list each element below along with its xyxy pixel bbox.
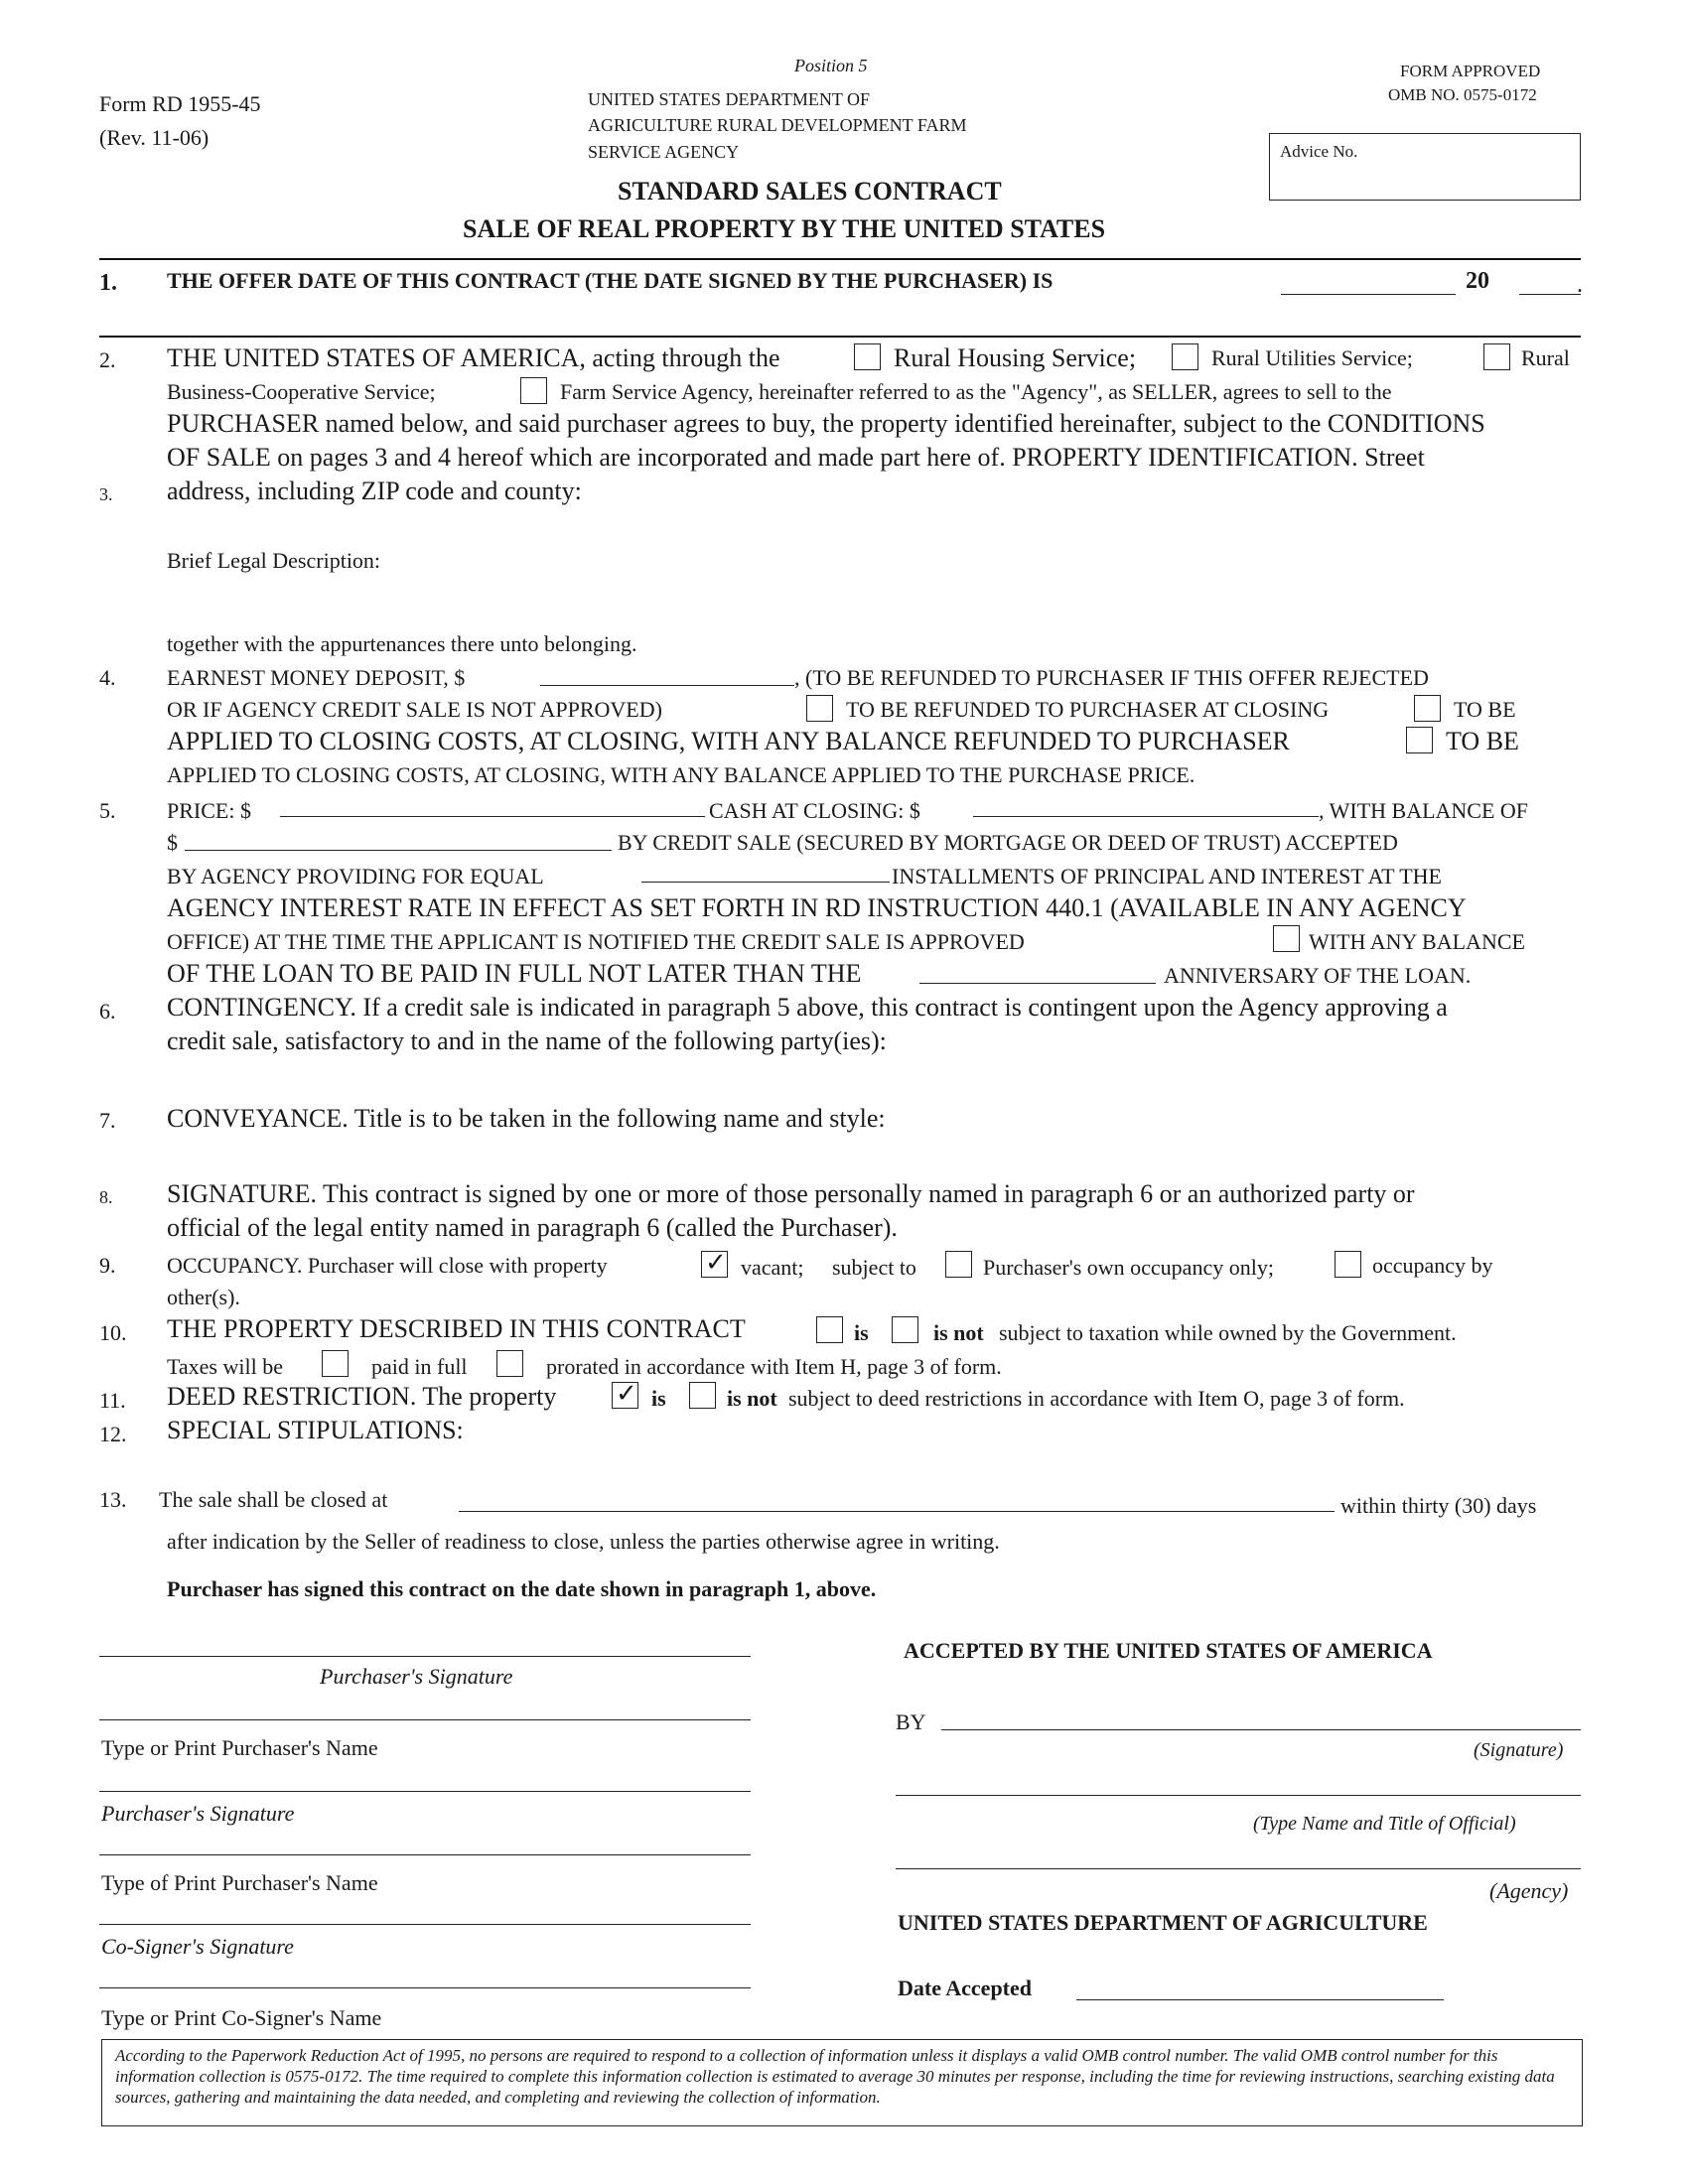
item-8-line-1: SIGNATURE. This contract is signed by one or more of those personally named in paragraph 6 or an authorized party or	[167, 1179, 1415, 1208]
paid-in-full-checkbox[interactable]	[322, 1350, 349, 1377]
refund-at-closing-checkbox[interactable]	[806, 695, 833, 722]
form-title: STANDARD SALES CONTRACT	[618, 177, 1002, 205]
own-occupancy-label: Purchaser's own occupancy only;	[983, 1255, 1274, 1280]
taxation-tail: subject to taxation while owned by the Government.	[999, 1320, 1457, 1345]
item-7-text: CONVEYANCE. Title is to be taken in the following name and style:	[167, 1104, 886, 1133]
apply-refund-balance-checkbox[interactable]	[1414, 695, 1441, 722]
earnest-money-label: EARNEST MONEY DEPOSIT, $	[167, 665, 466, 690]
credit-amount-field[interactable]	[185, 850, 612, 851]
loan-paid-text: OF THE LOAN TO BE PAID IN FULL NOT LATER THAN THE	[167, 959, 862, 988]
item-2-line-2: Business-Cooperative Service;	[167, 379, 436, 404]
earnest-money-field[interactable]	[540, 685, 794, 686]
balance-label: , WITH BALANCE OF	[1319, 798, 1529, 823]
official-name-field[interactable]	[896, 1795, 1581, 1796]
item-4-line-3: APPLIED TO CLOSING COSTS, AT CLOSING, WITH ANY BALANCE REFUNDED TO PURCHASER	[167, 727, 1290, 755]
within-thirty-days: within thirty (30) days	[1340, 1493, 1537, 1518]
with-balance-checkbox[interactable]	[1273, 925, 1300, 952]
cosigner-signature-field[interactable]	[99, 1924, 751, 1925]
purchaser-signed-note: Purchaser has signed this contract on the date shown in paragraph 1, above.	[167, 1576, 877, 1601]
year-prefix: 20	[1466, 268, 1489, 294]
item-1-number: 1.	[99, 270, 117, 296]
item-6-number: 6.	[99, 999, 116, 1024]
item-9-number: 9.	[99, 1253, 116, 1278]
date-accepted-field[interactable]	[1076, 1999, 1444, 2000]
item-2-line-1: THE UNITED STATES OF AMERICA, acting through the	[167, 343, 780, 372]
agency-line-3: SERVICE AGENCY	[588, 142, 740, 162]
taxation-is-checkbox[interactable]	[816, 1316, 843, 1343]
others-occupancy-checkbox[interactable]	[1335, 1251, 1361, 1278]
item-3-number: 3.	[99, 484, 113, 504]
omb-number: OMB NO. 0575-0172	[1388, 85, 1537, 104]
item-4-line-2: OR IF AGENCY CREDIT SALE IS NOT APPROVED)	[167, 697, 662, 722]
equal-label: BY AGENCY PROVIDING FOR EQUAL	[167, 864, 544, 888]
special-stipulations-label: SPECIAL STIPULATIONS:	[167, 1416, 464, 1444]
office-text: OFFICE) AT THE TIME THE APPLICANT IS NOTIFIED THE CREDIT SALE IS APPROVED	[167, 929, 1025, 954]
apply-purchase-price-checkbox[interactable]	[1406, 727, 1433, 753]
divider	[99, 258, 1581, 260]
apply-refund-balance-label: TO BE	[1454, 697, 1516, 722]
checkmark-icon: ✓	[705, 1248, 727, 1278]
rural-housing-label: Rural Housing Service;	[894, 343, 1137, 372]
anniversary-field[interactable]	[919, 983, 1156, 984]
purchaser-signature-1-label: Purchaser's Signature	[320, 1664, 513, 1689]
item-4-line-4: APPLIED TO CLOSING COSTS, AT CLOSING, WITH ANY BALANCE APPLIED TO THE PURCHASE PRICE.	[167, 762, 1196, 787]
by-label: BY	[896, 1709, 926, 1734]
item-4-number: 4.	[99, 665, 116, 690]
others-occupancy-label: occupancy by	[1372, 1253, 1493, 1278]
rural-utilities-label: Rural Utilities Service;	[1211, 345, 1413, 370]
advice-number-box[interactable]	[1269, 133, 1581, 201]
accepted-by-heading: ACCEPTED BY THE UNITED STATES OF AMERICA	[904, 1638, 1433, 1663]
item-13-line-2: after indication by the Seller of readiness to close, unless the parties otherwise agree in writing.	[167, 1529, 1000, 1554]
credit-dollar-sign: $	[167, 830, 178, 855]
deed-is-not-label: is not	[727, 1386, 777, 1411]
item-13-number: 13.	[99, 1487, 127, 1512]
purchaser-signature-2-field[interactable]	[99, 1791, 751, 1792]
deed-is-label: is	[651, 1386, 666, 1411]
paid-in-full-label: paid in full	[371, 1354, 468, 1379]
taxation-is-not-checkbox[interactable]	[892, 1316, 918, 1343]
purchaser-signature-1-field[interactable]	[99, 1656, 751, 1657]
subject-to-label: subject to	[832, 1255, 916, 1280]
legal-description-label: Brief Legal Description:	[167, 548, 381, 573]
divider	[99, 336, 1581, 338]
cosigner-name-label: Type or Print Co-Signer's Name	[101, 2005, 382, 2030]
prorated-checkbox[interactable]	[496, 1350, 523, 1377]
price-field[interactable]	[280, 816, 705, 817]
own-occupancy-checkbox[interactable]	[945, 1251, 972, 1278]
item-2-number: 2.	[99, 347, 116, 372]
deed-restriction-tail: subject to deed restrictions in accordance with Item O, page 3 of form.	[788, 1386, 1405, 1411]
item-7-number: 7.	[99, 1108, 116, 1133]
item-1-period: .	[1577, 272, 1583, 298]
refund-at-closing-label: TO BE REFUNDED TO PURCHASER AT CLOSING	[846, 697, 1330, 722]
rural-business-label: Rural	[1521, 345, 1570, 370]
checkmark-icon: ✓	[616, 1379, 637, 1409]
paperwork-notice-text: According to the Paperwork Reduction Act of 1995, no persons are required to respond to a collection of information unless it displays a valid OMB control number. The valid OMB control number for this information collection is 0575-0172. The time required to complete this information collection is estimated to average 30 minutes per response, including the time for reviewing instructions, searching existing data sources, gathering and maintaining the data needed, and completing and reviewing the collection of information.	[115, 2046, 1555, 2107]
purchaser-signature-2-label: Purchaser's Signature	[101, 1801, 295, 1826]
item-6-line-2: credit sale, satisfactory to and in the name of the following party(ies):	[167, 1026, 887, 1055]
rural-housing-checkbox[interactable]	[854, 343, 881, 370]
vacant-label: vacant;	[741, 1255, 804, 1280]
rural-business-checkbox[interactable]	[1483, 343, 1510, 370]
deed-is-checkbox[interactable]	[612, 1379, 638, 1409]
cash-at-closing-label: CASH AT CLOSING: $	[709, 798, 920, 823]
item-12-number: 12.	[99, 1422, 127, 1446]
usda-heading: UNITED STATES DEPARTMENT OF AGRICULTURE	[898, 1910, 1428, 1935]
closing-location-field[interactable]	[459, 1511, 1335, 1512]
installments-text: INSTALLMENTS OF PRINCIPAL AND INTEREST AT THE	[892, 864, 1442, 888]
agency-field[interactable]	[896, 1868, 1581, 1869]
prorated-label: prorated in accordance with Item H, page 3 of form.	[546, 1354, 1002, 1379]
appurtenances-text: together with the appurtenances there unto belonging.	[167, 631, 637, 656]
price-label: PRICE: $	[167, 798, 251, 823]
cosigner-signature-label: Co-Signer's Signature	[101, 1934, 294, 1959]
position-label: Position 5	[794, 56, 868, 75]
purchaser-name-1-field[interactable]	[99, 1719, 751, 1720]
taxation-is-label: is	[854, 1320, 869, 1345]
apply-purchase-price-label: TO BE	[1446, 727, 1519, 755]
farm-service-checkbox[interactable]	[520, 377, 547, 404]
occupancy-line-2: other(s).	[167, 1285, 240, 1309]
form-revision: (Rev. 11-06)	[99, 125, 210, 150]
agency-line-2: AGRICULTURE RURAL DEVELOPMENT FARM	[588, 115, 967, 135]
purchaser-name-1-label: Type or Print Purchaser's Name	[101, 1735, 378, 1760]
offer-date-field[interactable]	[1281, 294, 1456, 295]
purchaser-name-2-field[interactable]	[99, 1854, 751, 1855]
deed-restriction-label: DEED RESTRICTION. The property	[167, 1382, 557, 1411]
item-2-line-3: PURCHASER named below, and said purchaser agrees to buy, the property identified hereinafter, subject to the CONDITIONS	[167, 409, 1485, 438]
form-number: Form RD 1955-45	[99, 91, 261, 116]
item-10-number: 10.	[99, 1320, 127, 1345]
item-3-line-1: address, including ZIP code and county:	[167, 477, 582, 505]
item-11-number: 11.	[99, 1388, 126, 1413]
anniversary-text: ANNIVERSARY OF THE LOAN.	[1164, 963, 1472, 988]
item-6-line-1: CONTINGENCY. If a credit sale is indicated in paragraph 5 above, this contract is contingent upon the Agency approving a	[167, 993, 1448, 1022]
official-name-caption: (Type Name and Title of Official)	[1253, 1813, 1516, 1835]
date-accepted-label: Date Accepted	[898, 1976, 1033, 2000]
item-8-number: 8.	[99, 1187, 113, 1207]
interest-rate-text: AGENCY INTEREST RATE IN EFFECT AS SET FORTH IN RD INSTRUCTION 440.1 (AVAILABLE IN ANY AGENCY	[167, 893, 1467, 922]
agency-line-1: UNITED STATES DEPARTMENT OF	[588, 89, 871, 109]
advice-number-label: Advice No.	[1280, 142, 1358, 161]
official-signature-field[interactable]	[941, 1729, 1581, 1730]
taxation-is-not-label: is not	[933, 1320, 984, 1345]
item-8-line-2: official of the legal entity named in paragraph 6 (called the Purchaser).	[167, 1213, 898, 1242]
purchaser-name-2-label: Type of Print Purchaser's Name	[101, 1870, 378, 1895]
vacant-checkbox[interactable]	[701, 1248, 728, 1278]
with-balance-label: WITH ANY BALANCE	[1309, 929, 1525, 954]
rural-utilities-checkbox[interactable]	[1172, 343, 1198, 370]
deed-is-not-checkbox[interactable]	[689, 1382, 716, 1409]
farm-service-label: Farm Service Agency, hereinafter referred to as the "Agency", as SELLER, agrees to sell to the	[560, 379, 1392, 404]
item-1-text: THE OFFER DATE OF THIS CONTRACT (THE DATE SIGNED BY THE PURCHASER) IS	[167, 268, 1054, 293]
item-4-line-1-tail: , (TO BE REFUNDED TO PURCHASER IF THIS OFFER REJECTED	[794, 665, 1429, 690]
occupancy-label: OCCUPANCY. Purchaser will close with property	[167, 1253, 608, 1278]
installments-field[interactable]	[641, 882, 890, 883]
item-5-number: 5.	[99, 798, 116, 823]
cosigner-name-field[interactable]	[99, 1987, 751, 1988]
offer-year-field[interactable]	[1519, 294, 1581, 295]
taxation-label: THE PROPERTY DESCRIBED IN THIS CONTRACT	[167, 1314, 746, 1343]
taxes-will-be-label: Taxes will be	[167, 1354, 283, 1379]
closing-location-label: The sale shall be closed at	[159, 1487, 388, 1512]
cash-at-closing-field[interactable]	[973, 816, 1319, 817]
signature-caption: (Signature)	[1474, 1739, 1564, 1761]
item-2-line-4: OF SALE on pages 3 and 4 hereof which are incorporated and made part here of. PROPERTY IDENTIFICATION. Street	[167, 443, 1425, 472]
credit-sale-text: BY CREDIT SALE (SECURED BY MORTGAGE OR DEED OF TRUST) ACCEPTED	[618, 830, 1398, 855]
form-subtitle: SALE OF REAL PROPERTY BY THE UNITED STATES	[463, 214, 1106, 243]
form-approved: FORM APPROVED	[1400, 62, 1541, 80]
agency-caption: (Agency)	[1489, 1878, 1569, 1903]
